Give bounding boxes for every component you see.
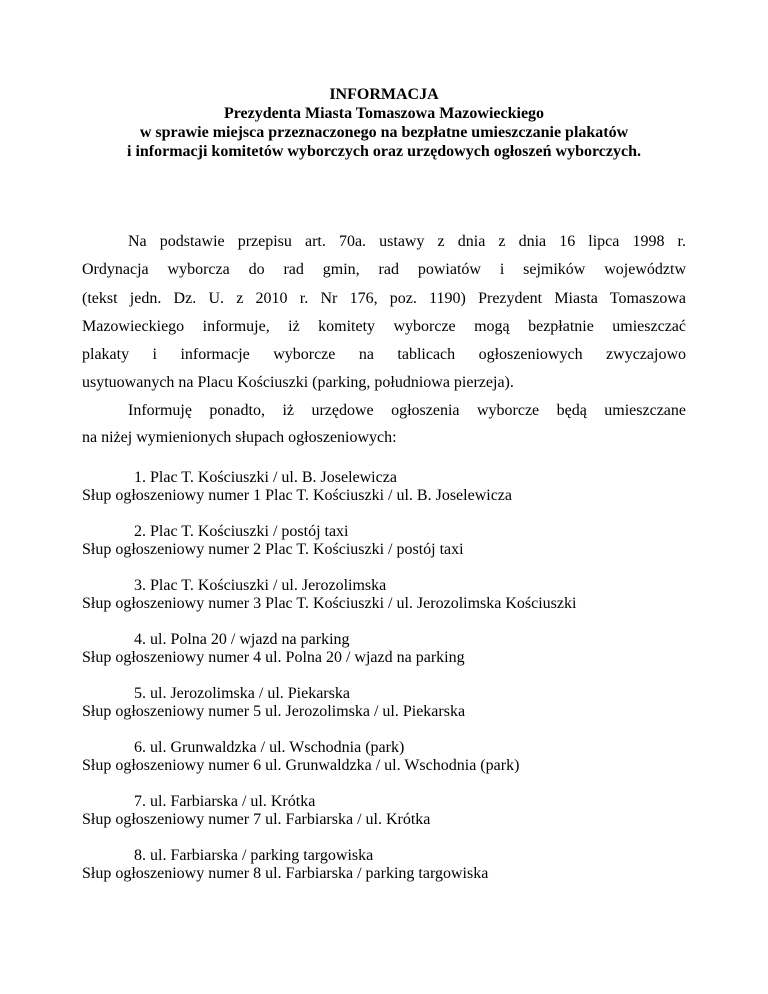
location-description: Słup ogłoszeniowy numer 1 Plac T. Kościuszki / ul. B. Joselewicza bbox=[82, 487, 513, 504]
header-issuer: Prezydenta Miasta Tomaszowa Mazowieckiego bbox=[223, 105, 545, 122]
paragraph-line: Mazowieckiego informuje, iż komitety wyborcze mogą bezpłatnie umieszczać bbox=[82, 317, 686, 335]
list-item bbox=[82, 469, 702, 523]
location-title: 8. ul. Farbiarska / parking targowiska bbox=[134, 847, 374, 864]
location-description: Słup ogłoszeniowy numer 4 ul. Polna 20 / wjazd na parking bbox=[82, 649, 465, 666]
location-description: Słup ogłoszeniowy numer 8 ul. Farbiarska / parking targowiska bbox=[82, 865, 489, 882]
location-description: Słup ogłoszeniowy numer 7 ul. Farbiarska / ul. Krótka bbox=[82, 811, 431, 828]
paragraph-legal-basis bbox=[82, 228, 686, 398]
header-subject-line-2: i informacji komitetów wyborczych oraz urzędowych ogłoszeń wyborczych. bbox=[127, 143, 641, 160]
location-description: Słup ogłoszeniowy numer 3 Plac T. Kościuszki / ul. Jerozolimska Kościuszki bbox=[82, 595, 577, 612]
header-title: INFORMACJA bbox=[329, 86, 439, 103]
list-item bbox=[82, 523, 702, 577]
location-list bbox=[82, 469, 702, 901]
paragraph-line: (tekst jedn. Dz. U. z 2010 r. Nr 176, poz. 1190) Prezydent Miasta Tomaszowa bbox=[82, 289, 686, 307]
paragraph-line: Na podstawie przepisu art. 70a. ustawy z dnia z dnia 16 lipca 1998 r. bbox=[128, 233, 686, 250]
paragraph-announcement bbox=[82, 397, 686, 451]
header-subject-line-1: w sprawie miejsca przeznaczonego na bezpłatne umieszczanie plakatów bbox=[139, 124, 629, 141]
location-title: 7. ul. Farbiarska / ul. Krótka bbox=[134, 793, 316, 810]
location-title: 6. ul. Grunwaldzka / ul. Wschodnia (park) bbox=[134, 739, 405, 756]
location-title: 3. Plac T. Kościuszki / ul. Jerozolimska bbox=[134, 577, 387, 594]
list-item bbox=[82, 847, 702, 901]
list-item bbox=[82, 631, 702, 685]
paragraph-line: usytuowanych na Placu Kościuszki (parking, południowa pierzeja). bbox=[82, 374, 514, 392]
location-title: 2. Plac T. Kościuszki / postój taxi bbox=[134, 523, 349, 540]
location-description: Słup ogłoszeniowy numer 2 Plac T. Kościuszki / postój taxi bbox=[82, 541, 464, 558]
paragraph-line: Ordynacja wyborcza do rad gmin, rad powiatów i sejmików województw bbox=[82, 261, 686, 279]
location-title: 4. ul. Polna 20 / wjazd na parking bbox=[134, 631, 350, 648]
paragraph-line: Informuję ponadto, iż urzędowe ogłoszenia wyborcze będą umieszczane bbox=[128, 402, 686, 419]
location-description: Słup ogłoszeniowy numer 6 ul. Grunwaldzka / ul. Wschodnia (park) bbox=[82, 757, 520, 774]
location-description: Słup ogłoszeniowy numer 5 ul. Jerozolimska / ul. Piekarska bbox=[82, 703, 466, 720]
paragraph-line: na niżej wymienionych słupach ogłoszeniowych: bbox=[82, 429, 397, 446]
document-header bbox=[60, 85, 708, 161]
list-item bbox=[82, 793, 702, 847]
paragraph-line: plakaty i informacje wyborcze na tablicach ogłoszeniowych zwyczajowo bbox=[82, 346, 686, 364]
list-item bbox=[82, 739, 702, 793]
location-title: 5. ul. Jerozolimska / ul. Piekarska bbox=[134, 685, 350, 702]
list-item bbox=[82, 577, 702, 631]
location-title: 1. Plac T. Kościuszki / ul. B. Joselewicza bbox=[134, 469, 397, 486]
list-item bbox=[82, 685, 702, 739]
